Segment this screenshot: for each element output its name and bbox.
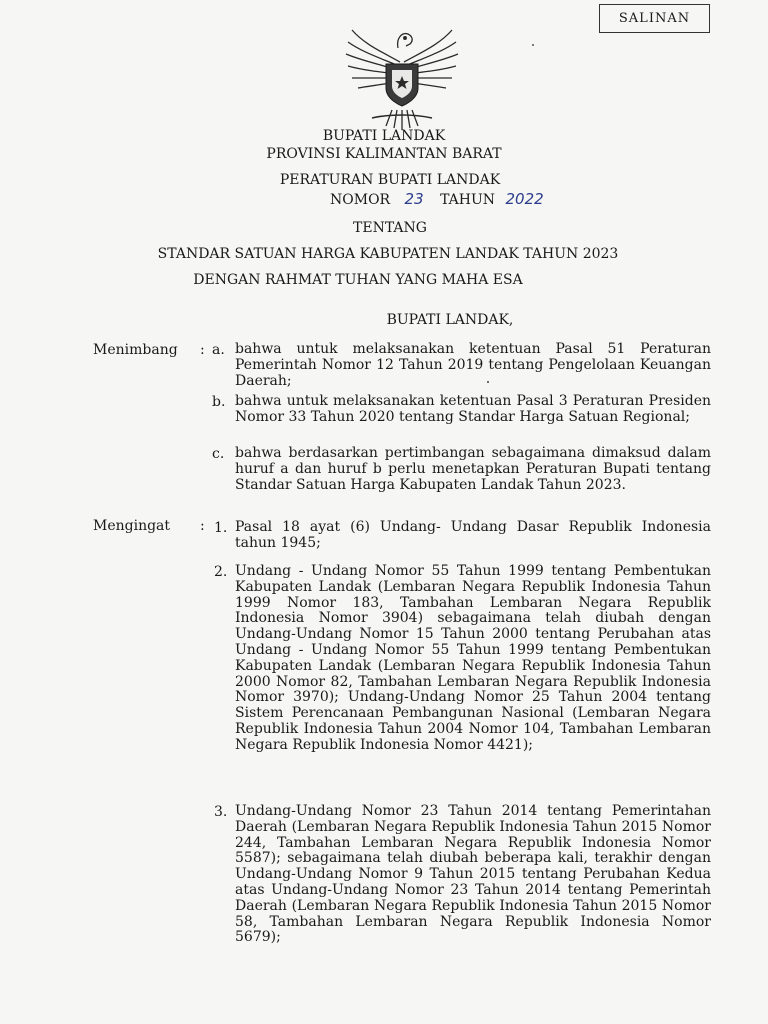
regulation-title: PERATURAN BUPATI LANDAK: [279, 172, 501, 188]
menimbang-item-c: bahwa berdasarkan pertimbangan sebagaimana dimaksud dalam huruf a dan huruf b perlu menetapkan Peraturan Bupati tentang Standar Satuan Harga Kabupaten Landak Tahun 2023.: [235, 445, 711, 493]
tahun-value: 2022: [505, 190, 544, 208]
nomor-value: 23: [404, 190, 424, 208]
mengingat-marker-2: 2.: [214, 564, 228, 580]
mengingat-marker-3: 3.: [214, 804, 228, 820]
mengingat-label: Mengingat: [93, 518, 171, 534]
tahun-label: TAHUN: [440, 192, 496, 208]
nomor-label: NOMOR: [330, 192, 391, 208]
province-title: PROVINSI KALIMANTAN BARAT: [266, 146, 502, 162]
mengingat-item-1: Pasal 18 ayat (6) Undang- Undang Dasar Republik Indonesia tahun 1945;: [235, 519, 711, 551]
menimbang-marker-a: a.: [212, 342, 225, 358]
tentang-heading: TENTANG: [353, 220, 427, 236]
menimbang-colon: :: [200, 342, 205, 358]
garuda-emblem-icon: [342, 22, 462, 134]
regulation-number: [330, 190, 544, 208]
issuer-title: BUPATI LANDAK: [322, 128, 446, 144]
mengingat-colon: :: [200, 518, 205, 534]
scan-speck: [532, 44, 534, 46]
salinan-stamp: SALINAN: [599, 4, 710, 33]
menimbang-label: Menimbang: [93, 342, 178, 358]
mengingat-item-3: Undang-Undang Nomor 23 Tahun 2014 tentang Pemerintahan Daerah (Lembaran Negara Republik Indonesia Tahun 2015 Nomor 244, Tambahan Lembaran Negara Republik Indonesia Nomor 5587); sebagaimana telah diubah beberapa kali, terakhir dengan Undang-Undang Nomor 9 Tahun 2015 tentang Perubahan Kedua atas Undang-Undang Nomor 23 Tahun 2014 tentang Pemerintah Daerah (Lembaran Negara Republik Indonesia Tahun 2015 Nomor 58, Tambahan Lembaran Negara Republik Indonesia Nomor 5679);: [235, 803, 711, 946]
menimbang-marker-b: b.: [212, 394, 226, 410]
menimbang-item-b: bahwa untuk melaksanakan ketentuan Pasal 3 Peraturan Presiden Nomor 33 Tahun 2020 tentang Standar Harga Satuan Regional;: [235, 393, 711, 425]
mengingat-item-2: Undang - Undang Nomor 55 Tahun 1999 tentang Pembentukan Kabupaten Landak (Lembaran Negara Republik Indonesia Tahun 1999 Nomor 183, Tambahan Lembaran Negara Republik Indonesia Nomor 3904) sebagaimana telah diubah dengan Undang-Undang Nomor 15 Tahun 2000 tentang Perubahan atas Undang - Undang Nomor 55 Tahun 1999 tentang Pembentukan Kabupaten Landak (Lembaran Negara Republik Indonesia Tahun 2000 Nomor 82, Tambahan Lembaran Negara Republik Indonesia Nomor 3970); Undang-Undang Nomor 25 Tahun 2004 tentang Sistem Perencanaan Pembangunan Nasional (Lembaran Negara Republik Indonesia Tahun 2004 Nomor 104, Tambahan Lembaran Negara Republik Indonesia Nomor 4421);: [235, 563, 711, 753]
menimbang-item-a: bahwa untuk melaksanakan ketentuan Pasal 51 Peraturan Pemerintah Nomor 12 Tahun 2019 tentang Pengelolaan Keuangan Daerah;: [235, 341, 711, 389]
regulation-subject: STANDAR SATUAN HARGA KABUPATEN LANDAK TAHUN 2023: [157, 246, 619, 262]
bupati-line: BUPATI LANDAK,: [386, 312, 514, 328]
menimbang-marker-c: c.: [212, 446, 225, 462]
mengingat-marker-1: 1.: [214, 520, 228, 536]
rahmat-line: DENGAN RAHMAT TUHAN YANG MAHA ESA: [193, 272, 523, 288]
scan-speck: [487, 381, 489, 383]
